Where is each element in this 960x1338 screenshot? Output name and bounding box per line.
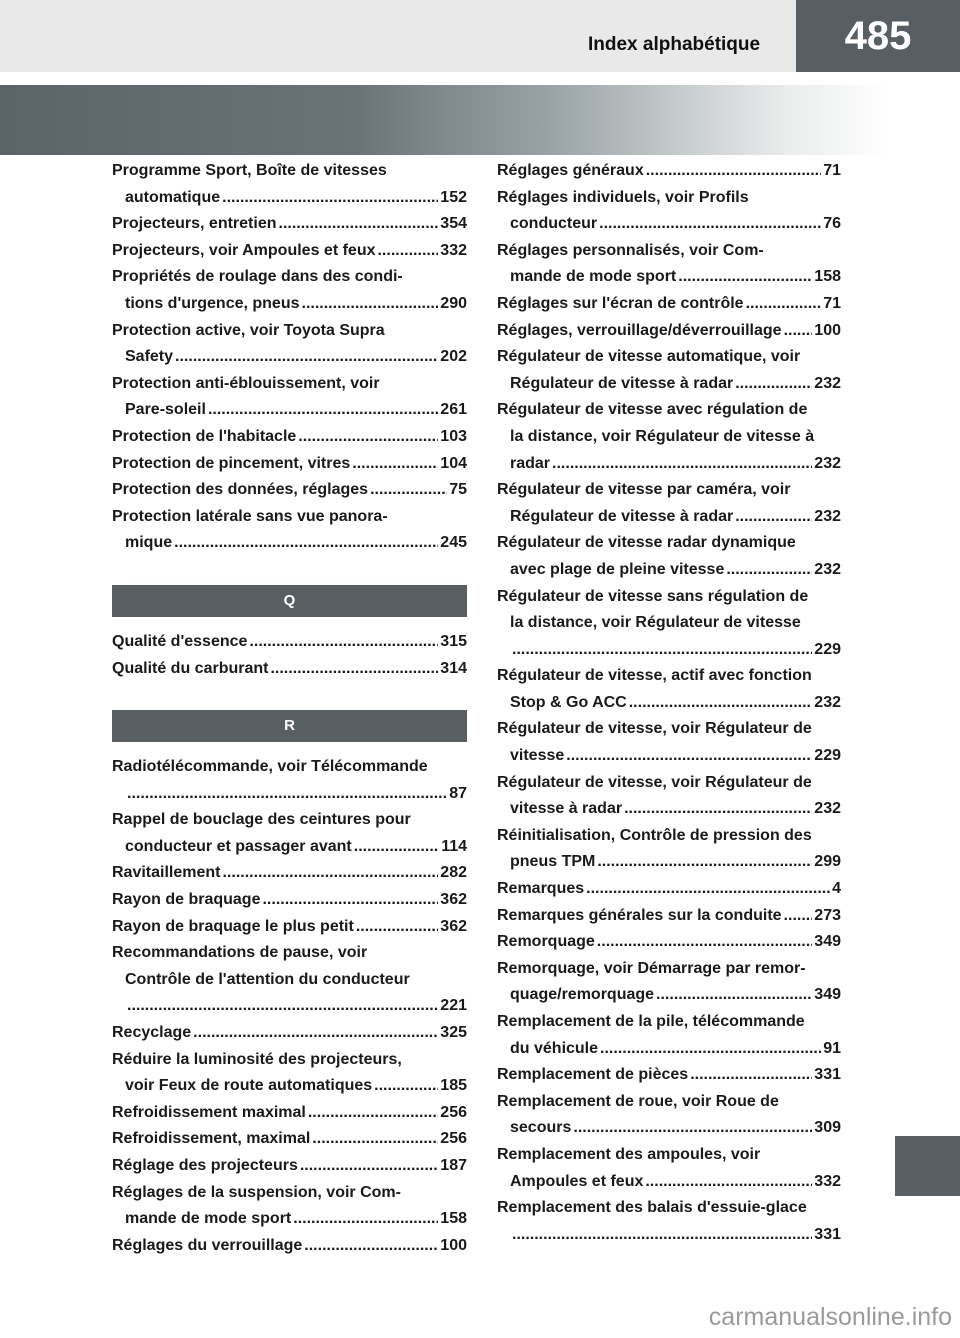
dot-leader: [374, 1073, 438, 1100]
index-entry: [112, 211, 467, 238]
entry-text: Réglages personnalisés, voir Com-: [497, 241, 764, 259]
entry-text: Recyclage: [112, 1024, 192, 1042]
entry-page-number: 91: [823, 1039, 841, 1057]
index-entry: [112, 1020, 467, 1047]
entry-text: secours: [510, 1119, 572, 1137]
index-entry: [112, 1153, 467, 1180]
dot-leader: [249, 629, 438, 656]
entry-page-number: 103: [440, 427, 467, 445]
entry-page-number: 362: [440, 891, 467, 909]
dot-leader: [222, 860, 438, 887]
entry-text: Remplacement des ampoules, voir: [497, 1145, 761, 1163]
entry-text: voir Feux de route automatiques: [125, 1077, 373, 1095]
dot-leader: [262, 887, 438, 914]
index-entry: [112, 656, 467, 683]
entry-text: Régulateur de vitesse radar dynamique: [497, 534, 796, 552]
entry-page-number: 245: [440, 534, 467, 552]
entry-page-number: 185: [440, 1077, 467, 1095]
index-entry: [497, 876, 841, 903]
entry-text: Rayon de braquage: [112, 891, 261, 909]
dot-leader: [746, 291, 822, 318]
index-entry: [497, 1142, 841, 1195]
index-entry: [497, 716, 841, 769]
dot-leader: [127, 781, 447, 808]
dot-leader: [512, 637, 812, 664]
index-entry: [497, 1062, 841, 1089]
entry-text: Régulateur de vitesse automatique, voir: [497, 348, 801, 366]
index-entry: [497, 1195, 841, 1248]
dot-leader: [645, 1169, 812, 1196]
dot-leader: [599, 211, 821, 238]
entry-page-number: 332: [814, 1172, 841, 1190]
entry-text: Rappel de bouclage des ceintures pour: [112, 811, 411, 829]
entry-text: Régulateur de vitesse avec régulation de: [497, 401, 808, 419]
index-entry: [497, 477, 841, 530]
dot-leader: [726, 557, 812, 584]
entry-text: Remplacement de pièces: [497, 1066, 689, 1084]
index-entry: [497, 238, 841, 291]
index-entry: [112, 264, 467, 317]
entry-text: du véhicule: [510, 1039, 599, 1057]
dot-leader: [735, 504, 812, 531]
index-entry: [112, 424, 467, 451]
dot-leader: [735, 371, 812, 398]
index-entry: [112, 940, 467, 1020]
watermark: carmanualsonline.info: [708, 1303, 952, 1331]
entry-text: Remarques générales sur la conduite: [497, 906, 782, 924]
dot-leader: [512, 1222, 812, 1249]
index-entry: [497, 929, 841, 956]
entry-text: vitesse: [510, 747, 565, 765]
entry-page-number: 114: [441, 837, 467, 855]
index-entry: [497, 185, 841, 238]
entry-page-number: 100: [814, 321, 841, 339]
entry-page-number: 229: [814, 640, 841, 658]
entry-page-number: 273: [814, 906, 841, 924]
entry-text: Protection de l'habitacle: [112, 427, 297, 445]
entry-page-number: 87: [449, 784, 467, 802]
header-banner: [0, 85, 888, 155]
entry-text: Qualité d'essence: [112, 632, 248, 650]
entry-text: vitesse à radar: [510, 800, 623, 818]
entry-text: Refroidissement, maximal: [112, 1130, 311, 1148]
dot-leader: [279, 211, 439, 238]
entry-text: mique: [125, 534, 173, 552]
index-entry: [112, 504, 467, 557]
entry-text: Réglages de la suspension, voir Com-: [112, 1183, 401, 1201]
entry-text: Remarques: [497, 880, 585, 898]
dot-leader: [356, 914, 438, 941]
entry-text: mande de mode sport: [125, 1210, 292, 1228]
entry-text: conducteur et passager avant: [125, 837, 352, 855]
index-entry: [497, 956, 841, 1009]
dot-leader: [222, 185, 438, 212]
entry-text: Remplacement des balais d'essuie-glace: [497, 1199, 807, 1217]
entry-text: Propriétés de roulage dans des condi-: [112, 268, 403, 286]
index-entry: [497, 663, 841, 716]
entry-page-number: 202: [440, 348, 467, 366]
dot-leader: [174, 530, 438, 557]
entry-text: Remplacement de la pile, télécommande: [497, 1013, 805, 1030]
entry-page-number: 256: [440, 1130, 467, 1148]
entry-page-number: 325: [440, 1024, 467, 1042]
entry-page-number: 309: [814, 1119, 841, 1137]
dot-leader: [678, 264, 812, 291]
dot-leader: [377, 238, 438, 265]
entry-page-number: 152: [440, 188, 467, 206]
index-entry: [112, 914, 467, 941]
entry-text: avec plage de pleine vitesse: [510, 560, 725, 578]
entry-text: Contrôle de l'attention du conducteur: [125, 970, 410, 988]
entry-text: la distance, voir Régulateur de vitesse: [510, 614, 801, 632]
dot-leader: [270, 656, 438, 683]
entry-text: Remorquage, voir Démarrage par remor-: [497, 959, 806, 977]
entry-text: Remorquage: [497, 933, 595, 951]
dot-leader: [127, 993, 438, 1020]
section-title: Index alphabétique: [588, 34, 761, 55]
index-entry: [112, 1047, 467, 1100]
entry-text: Rayon de braquage le plus petit: [112, 917, 354, 935]
entry-text: Stop & Go ACC: [510, 693, 627, 711]
entry-page-number: 354: [440, 215, 467, 233]
index-entry: [497, 530, 841, 583]
entry-text: Réinitialisation, Contrôle de pression des: [497, 826, 812, 844]
entry-text: mande de mode sport: [510, 268, 677, 286]
index-entry: [112, 477, 467, 504]
dot-leader: [629, 690, 813, 717]
entry-page-number: 158: [814, 268, 841, 286]
entry-text: tions d'urgence, pneus: [125, 294, 300, 312]
entry-text: Réglage des projecteurs: [112, 1157, 298, 1174]
entry-page-number: 100: [440, 1236, 467, 1254]
dot-leader: [175, 344, 438, 371]
index-entry: [497, 903, 841, 930]
entry-page-number: 299: [814, 853, 841, 871]
index-entry: [112, 754, 467, 807]
dot-leader: [354, 834, 439, 861]
dot-leader: [784, 903, 813, 930]
index-entry: [497, 397, 841, 477]
entry-text: Qualité du carburant: [112, 659, 269, 677]
entry-page-number: 331: [814, 1225, 841, 1243]
index-entry: [497, 291, 841, 318]
entry-page-number: 71: [823, 162, 841, 179]
index-entry: [112, 371, 467, 424]
index-entry: [112, 1233, 467, 1260]
entry-page-number: 4: [832, 880, 841, 898]
dot-leader: [646, 158, 821, 185]
dot-leader: [690, 1062, 812, 1089]
index-entry: [112, 887, 467, 914]
entry-text: la distance, voir Régulateur de vitesse à: [510, 427, 815, 445]
dot-leader: [208, 397, 438, 424]
index-entry: [112, 318, 467, 371]
dot-leader: [293, 1206, 438, 1233]
dot-leader: [566, 743, 812, 770]
dot-leader: [597, 849, 812, 876]
page-number: 485: [796, 0, 960, 72]
entry-text: Refroidissement maximal: [112, 1103, 306, 1121]
dot-leader: [624, 796, 812, 823]
dot-leader: [370, 477, 447, 504]
dot-leader: [308, 1100, 438, 1127]
entry-page-number: 75: [449, 481, 467, 499]
entry-text: pneus TPM: [510, 853, 596, 871]
entry-page-number: 232: [814, 454, 841, 472]
entry-text: Ravitaillement: [112, 864, 221, 882]
entry-text: Réglages généraux: [497, 162, 644, 179]
entry-text: Recommandations de pause, voir: [112, 944, 368, 962]
entry-text: Régulateur de vitesse sans régulation de: [497, 587, 809, 605]
entry-page-number: 221: [440, 997, 467, 1015]
dot-leader: [312, 1126, 438, 1153]
index-entry: [112, 860, 467, 887]
entry-text: automatique: [125, 188, 221, 206]
entry-page-number: 76: [823, 215, 841, 233]
entry-text: Protection anti-éblouissement, voir: [112, 374, 380, 392]
entry-text: Régulateur de vitesse à radar: [510, 507, 734, 525]
entry-text: quage/remorquage: [510, 986, 655, 1004]
entry-page-number: 290: [440, 294, 467, 312]
entry-page-number: 187: [440, 1157, 467, 1174]
dot-leader: [304, 1233, 438, 1260]
entry-page-number: 158: [440, 1210, 467, 1228]
entry-text: Safety: [125, 348, 174, 366]
entry-text: Réduire la luminosité des projecteurs,: [112, 1050, 402, 1068]
entry-text: Régulateur de vitesse par caméra, voir: [497, 481, 791, 499]
dot-leader: [352, 451, 438, 478]
index-entry: [497, 823, 841, 876]
dot-leader: [597, 929, 813, 956]
index-column-right: [497, 158, 841, 1248]
section-letter-r: R: [112, 710, 467, 742]
dot-leader: [573, 1115, 812, 1142]
dot-leader: [298, 424, 438, 451]
index-entry: [497, 1089, 841, 1142]
entry-text: conducteur: [510, 215, 598, 233]
entry-text: Régulateur de vitesse, voir Régulateur de: [497, 773, 812, 791]
entry-page-number: 256: [440, 1103, 467, 1121]
dot-leader: [193, 1020, 438, 1047]
index-entry: [497, 318, 841, 345]
entry-text: Régulateur de vitesse, actif avec fonction: [497, 667, 812, 685]
entry-page-number: 232: [814, 560, 841, 578]
index-entry: [112, 1180, 467, 1233]
entry-text: Réglages du verrouillage: [112, 1236, 303, 1254]
entry-text: Réglages individuels, voir Profils: [497, 188, 749, 206]
dot-leader: [656, 982, 812, 1009]
entry-page-number: 362: [440, 917, 467, 935]
entry-text: Ampoules et feux: [510, 1172, 644, 1190]
dot-leader: [552, 451, 812, 478]
index-entry: [497, 158, 841, 185]
entry-text: radar: [510, 454, 551, 472]
index-entry: [112, 451, 467, 478]
entry-text: Réglages, verrouillage/déverrouillage: [497, 321, 782, 339]
entry-text: Réglages sur l'écran de contrôle: [497, 294, 744, 312]
entry-text: Protection de pincement, vitres: [112, 454, 351, 472]
index-entry: [497, 584, 841, 664]
entry-page-number: 349: [814, 933, 841, 951]
entry-text: Radiotélécommande, voir Télécommande: [112, 758, 428, 776]
entry-page-number: 314: [440, 659, 467, 677]
entry-text: Protection des données, réglages: [112, 481, 369, 499]
entry-page-number: 71: [823, 294, 841, 312]
index-entry: [112, 629, 467, 656]
entry-page-number: 261: [440, 401, 467, 419]
entry-page-number: 332: [440, 241, 467, 259]
entry-page-number: 282: [440, 864, 467, 882]
dot-leader: [600, 1036, 821, 1063]
dot-leader: [302, 291, 439, 318]
dot-leader: [784, 318, 813, 345]
section-letter-q: Q: [112, 585, 467, 617]
index-entry: [112, 158, 467, 211]
entry-page-number: 229: [814, 747, 841, 765]
entry-text: Programme Sport, Boîte de vitesses: [112, 162, 387, 179]
entry-page-number: 232: [814, 374, 841, 392]
index-entry: [497, 1009, 841, 1062]
entry-page-number: 232: [814, 507, 841, 525]
entry-page-number: 331: [814, 1066, 841, 1084]
entry-text: Projecteurs, voir Ampoules et feux: [112, 241, 376, 259]
entry-page-number: 349: [814, 986, 841, 1004]
index-entry: [497, 770, 841, 823]
entry-text: Remplacement de roue, voir Roue de: [497, 1092, 779, 1110]
entry-page-number: 104: [440, 454, 467, 472]
entry-text: Régulateur de vitesse à radar: [510, 374, 734, 392]
entry-text: Protection latérale sans vue panora-: [112, 507, 388, 525]
entry-page-number: 315: [440, 632, 467, 650]
entry-text: Projecteurs, entretien: [112, 215, 277, 233]
index-entry: [112, 238, 467, 265]
dot-leader: [586, 876, 830, 903]
index-entry: [112, 807, 467, 860]
entry-text: Régulateur de vitesse, voir Régulateur de: [497, 720, 812, 738]
chapter-tab: [895, 1136, 960, 1196]
entry-page-number: 232: [814, 693, 841, 711]
index-entry: [112, 1100, 467, 1127]
dot-leader: [300, 1153, 438, 1180]
index-column-left: [112, 158, 467, 1259]
entry-page-number: 232: [814, 800, 841, 818]
entry-text: Pare-soleil: [125, 401, 206, 419]
entry-text: Protection active, voir Toyota Supra: [112, 321, 385, 339]
index-entry: [497, 344, 841, 397]
index-entry: [112, 1126, 467, 1153]
